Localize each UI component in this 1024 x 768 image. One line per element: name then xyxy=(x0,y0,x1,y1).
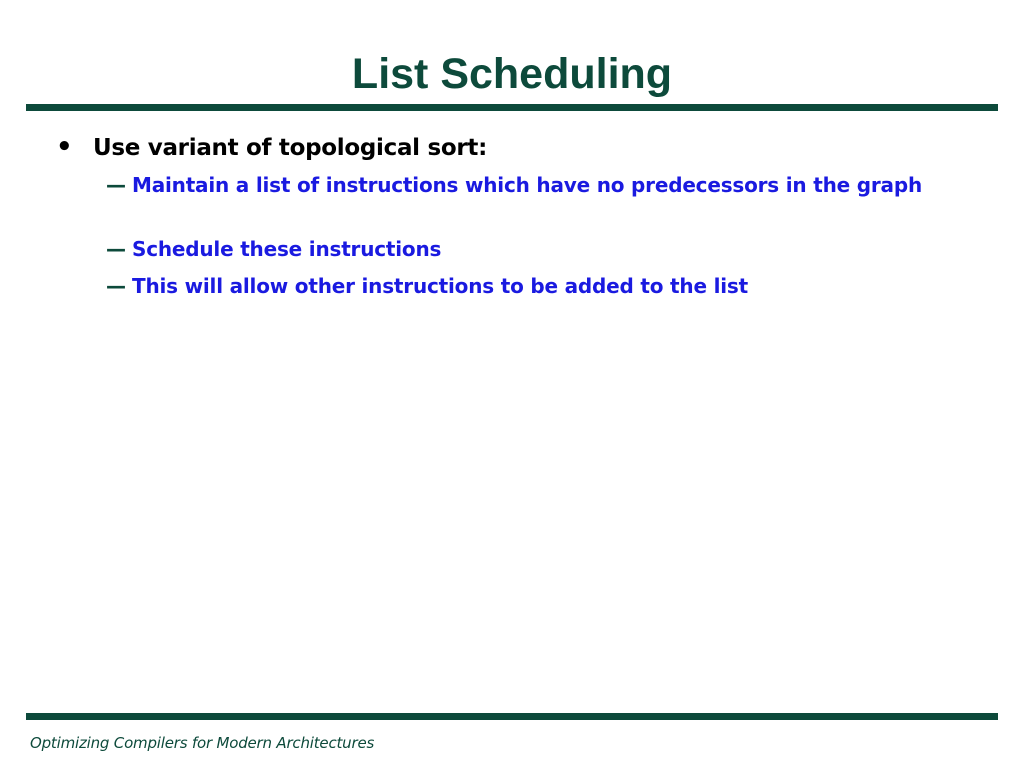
subitem xyxy=(106,273,966,300)
dash-marker: — xyxy=(106,274,126,298)
slide-title: List Scheduling xyxy=(351,50,673,98)
dash-marker: — xyxy=(106,173,126,197)
footer-divider xyxy=(26,713,998,720)
bullet-marker: • xyxy=(56,132,73,162)
subitem xyxy=(106,172,966,199)
bullet-text: Use variant of topological sort: xyxy=(93,135,487,161)
subitem-text: This will allow other instructions to be added to the list xyxy=(132,274,748,298)
dash-marker: — xyxy=(106,237,126,261)
subitem-text: Schedule these instructions xyxy=(132,237,442,261)
footer-text: Optimizing Compilers for Modern Architectures xyxy=(30,734,375,752)
subitem-text: Maintain a list of instructions which have no predecessors in the graph xyxy=(132,173,922,197)
title-divider xyxy=(26,104,998,111)
subitem xyxy=(106,236,966,263)
